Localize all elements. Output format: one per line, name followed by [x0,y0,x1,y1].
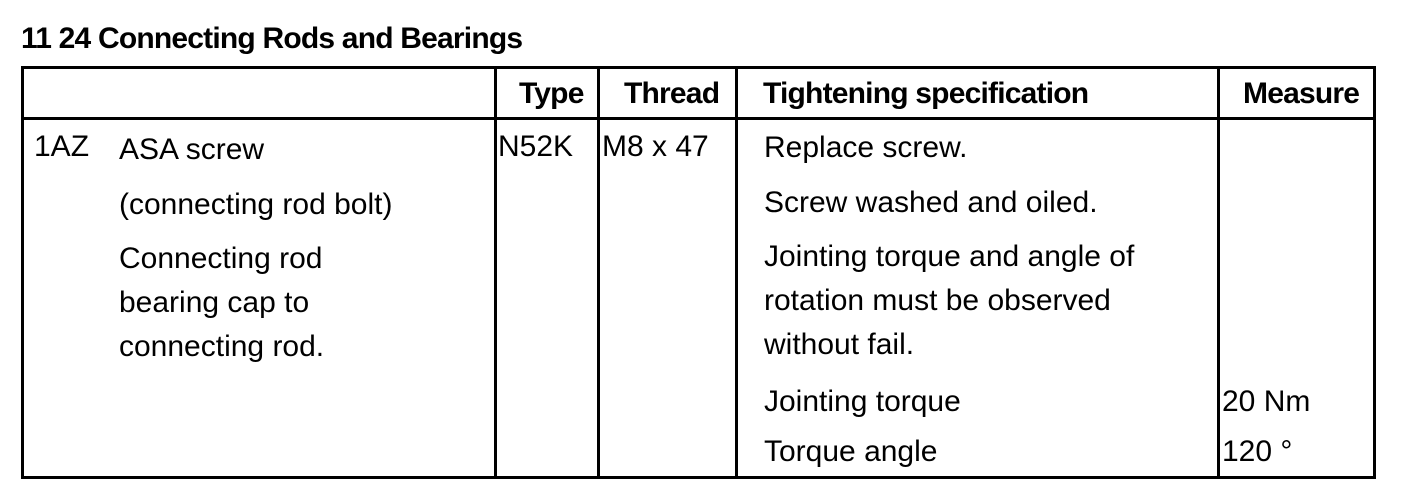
spec-replace-screw: Replace screw. [764,131,968,164]
column-divider-measure [1217,69,1220,476]
row-thread: M8 x 47 [602,130,709,163]
spec-screw-washed: Screw washed and oiled. [764,186,1098,219]
header-thread: Thread [624,77,720,110]
header-tightening-specification: Tightening specification [763,77,1089,110]
row-name: ASA screw [119,133,265,166]
specification-table [21,66,1376,479]
row-description: Connecting rod bearing cap to connecting rod. [119,242,325,363]
measure-jointing-torque: 20 Nm [1222,385,1311,418]
spec-torque-angle: Torque angle [764,435,938,468]
spec-jointing-torque: Jointing torque [764,385,961,418]
row-name-detail: (connecting rod bolt) [119,188,393,221]
spec-note: Jointing torque and angle of rotation must be observed without fail. [764,240,1135,361]
section-title: 11 24 Connecting Rods and Bearings [21,22,523,55]
header-divider [24,117,1373,120]
header-type: Type [519,77,584,110]
column-divider-type [494,69,497,476]
column-divider-thread [597,69,600,476]
measure-torque-angle: 120 ° [1222,435,1293,468]
row-code: 1AZ [34,130,90,163]
column-divider-tightening [735,69,738,476]
row-type: N52K [498,130,574,163]
header-measure: Measure [1243,77,1360,110]
